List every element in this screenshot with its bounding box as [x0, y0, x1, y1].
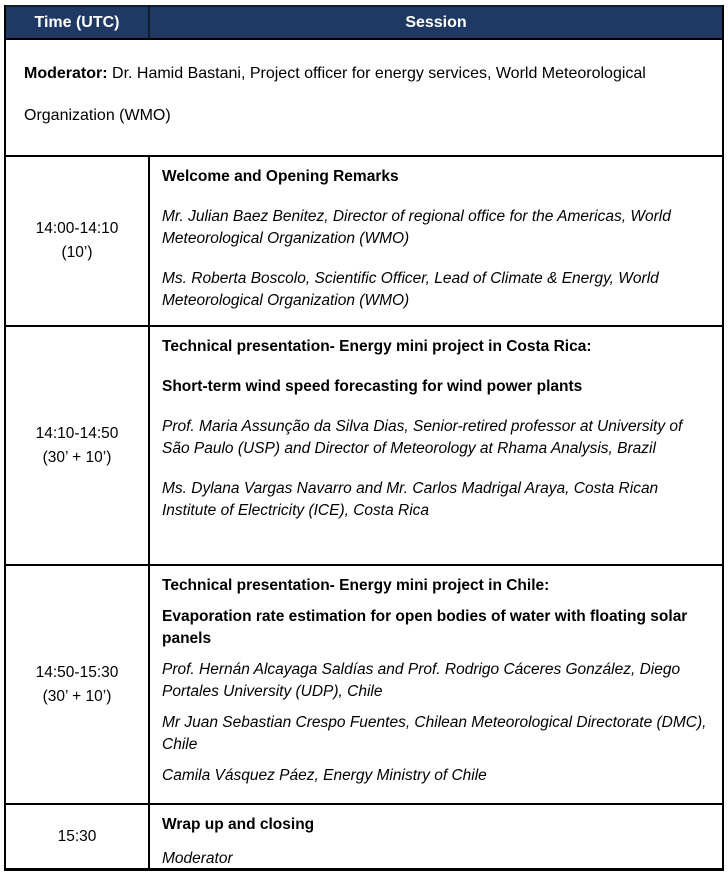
time-cell: [6, 327, 150, 564]
table-row: [6, 325, 722, 564]
speaker-entry: Moderator: [162, 850, 233, 867]
time-cell: [6, 805, 150, 868]
table-row: [6, 803, 722, 868]
session-title: Technical presentation- Energy mini project in Costa Rica:: [162, 338, 592, 355]
time-cell: [6, 566, 150, 803]
header-cell-time: [6, 7, 150, 38]
speaker-entry: Prof. Maria Assunção da Silva Dias, Senior-retired professor at University of São Paulo (USP) and Director of Meteorology at Rhama Analysis, Brazil: [162, 418, 683, 457]
session-cell: [150, 157, 722, 325]
time-column-header: Time (UTC): [34, 13, 120, 31]
session-title: Technical presentation- Energy mini project in Chile:: [162, 577, 550, 594]
time-range: 14:00-14:10: [35, 220, 119, 237]
time-duration: (30’ + 10’): [42, 687, 112, 705]
moderator-label: Moderator:: [24, 65, 108, 82]
time-duration: (30’ + 10’): [42, 448, 112, 466]
session-cell: [150, 805, 722, 868]
speaker-entry: Ms. Roberta Boscolo, Scientific Officer, Lead of Climate & Energy, World Meteorological Organization (WMO): [162, 270, 659, 309]
moderator-text: [24, 65, 646, 124]
session-cell: [150, 327, 722, 564]
header-cell-session: [150, 7, 722, 38]
speaker-entry: Camila Vásquez Páez, Energy Ministry of Chile: [162, 767, 487, 784]
time-range: 15:30: [57, 827, 97, 845]
time-cell: [6, 157, 150, 325]
session-title: Wrap up and closing: [162, 816, 315, 833]
session-column-header: Session: [405, 13, 467, 31]
moderator-row: [6, 38, 722, 155]
speaker-entry: Mr. Julian Baez Benitez, Director of regional office for the Americas, World Meteorological Organization (WMO): [162, 208, 671, 247]
session-subtitle: Evaporation rate estimation for open bodies of water with floating solar panels: [162, 608, 688, 647]
table-row: [6, 564, 722, 803]
time-range: 14:10-14:50: [35, 424, 119, 442]
speaker-entry: Prof. Hernán Alcayaga Saldías and Prof. Rodrigo Cáceres González, Diego Portales University (UDP), Chile: [162, 661, 681, 700]
moderator-value: Dr. Hamid Bastani, Project officer for energy services, World Meteorological Organization (WMO): [24, 65, 646, 124]
table-row: [6, 155, 722, 325]
speaker-entry: Ms. Dylana Vargas Navarro and Mr. Carlos Madrigal Araya, Costa Rican Institute of Electricity (ICE), Costa Rica: [162, 480, 659, 519]
time-range: 14:50-15:30: [35, 663, 119, 681]
session-title: Welcome and Opening Remarks: [162, 168, 399, 185]
agenda-table: [4, 5, 724, 871]
table-header-row: [6, 5, 722, 38]
session-subtitle: Short-term wind speed forecasting for wind power plants: [162, 378, 583, 395]
session-cell: [150, 566, 722, 803]
speaker-entry: Mr Juan Sebastian Crespo Fuentes, Chilean Meteorological Directorate (DMC), Chile: [162, 714, 707, 753]
time-duration: (10’): [61, 244, 93, 261]
